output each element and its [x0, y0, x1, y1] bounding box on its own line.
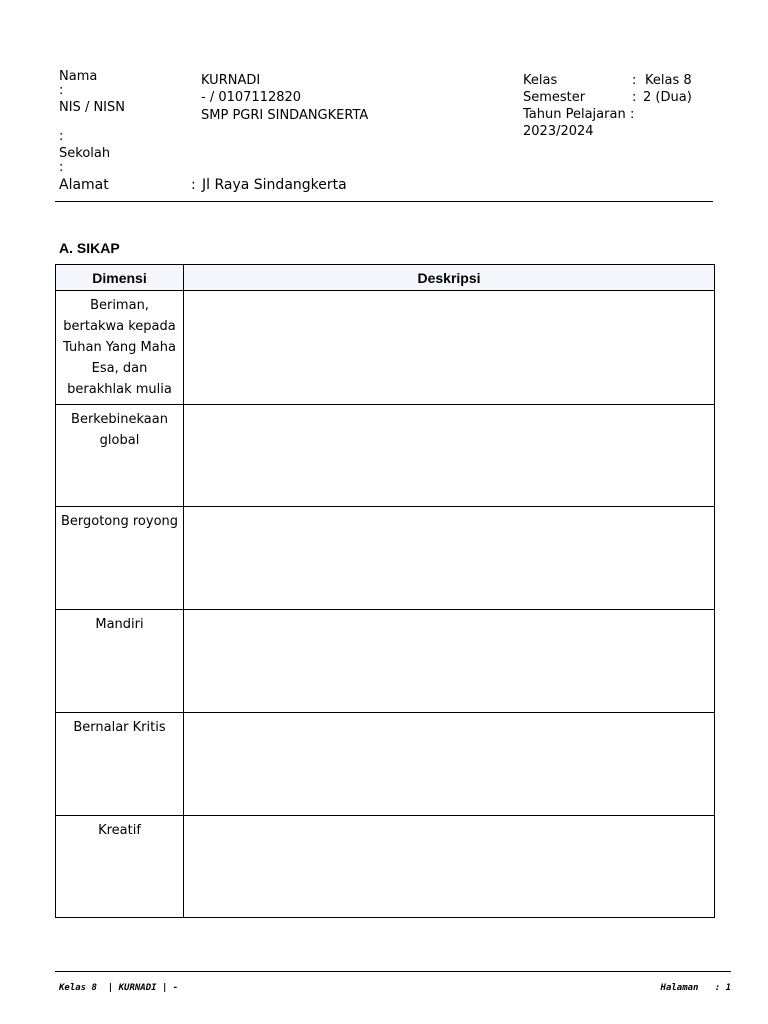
tahun-label: Tahun Pelajaran: [523, 107, 626, 122]
dimensi-cell: Kreatif: [56, 816, 184, 918]
nis-label: NIS / NISN: [59, 100, 125, 115]
sekolah-colon: :: [59, 160, 64, 175]
table-row: [56, 816, 715, 918]
alamat-colon: :: [191, 177, 196, 193]
alamat-label: Alamat: [59, 177, 109, 193]
semester-value: 2 (Dua): [643, 90, 692, 105]
tahun-value: 2023/2024: [523, 124, 594, 139]
tahun-colon: :: [630, 107, 635, 122]
dimensi-cell: Bergotong royong: [56, 507, 184, 610]
table-header-row: [56, 265, 715, 291]
deskripsi-cell: [184, 507, 715, 610]
footer-left: Kelas 8 | KURNADI | -: [59, 983, 179, 993]
sekolah-value: SMP PGRI SINDANGKERTA: [201, 108, 369, 123]
dimensi-cell: Beriman, bertakwa kepada Tuhan Yang Maha Esa, dan berakhlak mulia: [56, 291, 184, 405]
alamat-value: Jl Raya Sindangkerta: [202, 177, 347, 193]
nama-label: Nama: [59, 69, 98, 84]
dimensi-cell: Berkebinekaan global: [56, 405, 184, 507]
dimensi-cell: Mandiri: [56, 610, 184, 713]
sikap-table: [55, 264, 715, 918]
deskripsi-cell: [184, 291, 715, 405]
header-dimensi: Dimensi: [56, 265, 184, 291]
nis-colon: :: [59, 129, 64, 144]
semester-colon: :: [632, 90, 637, 105]
table-row: [56, 291, 715, 405]
footer-divider: [55, 971, 731, 972]
nama-value: KURNADI: [201, 73, 261, 88]
table-row: [56, 507, 715, 610]
header-divider: [55, 201, 713, 202]
table-row: [56, 405, 715, 507]
deskripsi-cell: [184, 713, 715, 816]
deskripsi-cell: [184, 405, 715, 507]
table-row: [56, 713, 715, 816]
deskripsi-cell: [184, 610, 715, 713]
header-deskripsi: Deskripsi: [184, 265, 715, 291]
nis-value: - / 0107112820: [201, 90, 302, 105]
deskripsi-cell: [184, 816, 715, 918]
kelas-colon: :: [632, 73, 637, 88]
semester-label: Semester: [523, 90, 586, 105]
section-title: A. SIKAP: [59, 240, 120, 256]
kelas-label: Kelas: [523, 73, 558, 88]
dimensi-cell: Bernalar Kritis: [56, 713, 184, 816]
sekolah-label: Sekolah: [59, 146, 111, 161]
nama-colon: :: [59, 83, 64, 98]
footer-page-number: Halaman : 1: [660, 983, 731, 993]
kelas-value: Kelas 8: [645, 73, 692, 88]
table-row: [56, 610, 715, 713]
